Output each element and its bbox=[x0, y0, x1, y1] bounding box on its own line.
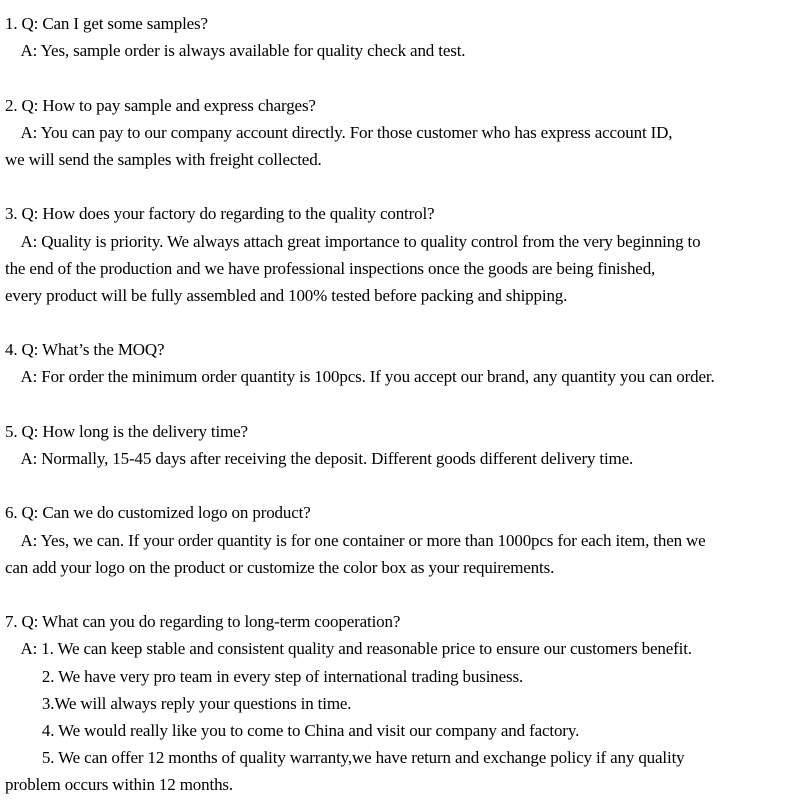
faq-list bbox=[5, 10, 795, 798]
answer-line: A: Yes, sample order is always available for quality check and test. bbox=[5, 41, 466, 61]
spacer bbox=[5, 391, 795, 418]
question: 6. Q: Can we do customized logo on product? bbox=[5, 503, 311, 523]
question: 1. Q: Can I get some samples? bbox=[5, 14, 208, 33]
spacer bbox=[5, 472, 795, 499]
answer-line: A: Normally, 15-45 days after receiving the deposit. Different goods different delivery time. bbox=[5, 449, 634, 468]
answer-line: 3.We will always reply your questions in time. bbox=[5, 693, 352, 713]
answer-line: every product will be fully assembled and 100% tested before packing and shipping. bbox=[5, 285, 568, 305]
spacer bbox=[5, 309, 795, 336]
answer-line: 5. We can offer 12 months of quality warranty,we have return and exchange policy if any quality bbox=[5, 748, 685, 768]
spacer bbox=[5, 173, 795, 200]
answer-line: the end of the production and we have professional inspections once the goods are being finished, bbox=[5, 258, 656, 278]
question: 2. Q: How to pay sample and express charges? bbox=[5, 95, 316, 115]
faq-item bbox=[5, 418, 795, 472]
answer-line: A: You can pay to our company account directly. For those customer who has express account ID, bbox=[5, 122, 673, 142]
answer-line: A: For order the minimum order quantity is 100pcs. If you accept our brand, any quantity you can order. bbox=[5, 367, 715, 387]
spacer bbox=[5, 64, 795, 91]
faq-item bbox=[5, 10, 795, 64]
answer-line: 4. We would really like you to come to China and visit our company and factory. bbox=[5, 720, 580, 740]
question: 3. Q: How does your factory do regarding to the quality control? bbox=[5, 204, 435, 224]
answer-line: we will send the samples with freight collected. bbox=[5, 149, 322, 169]
answer-line: A: 1. We can keep stable and consistent quality and reasonable price to ensure our customers benefit. bbox=[5, 639, 692, 659]
question: 4. Q: What’s the MOQ? bbox=[5, 340, 165, 360]
answer-line: problem occurs within 12 months. bbox=[5, 775, 233, 795]
answer-line: can add your logo on the product or customize the color box as your requirements. bbox=[5, 557, 555, 577]
faq-item bbox=[5, 200, 795, 309]
answer-line: A: Yes, we can. If your order quantity is for one container or more than 1000pcs for each item, then we bbox=[5, 530, 706, 550]
question: 5. Q: How long is the delivery time? bbox=[5, 421, 248, 441]
faq-item bbox=[5, 92, 795, 174]
answer-line: A: Quality is priority. We always attach great importance to quality control from the very beginning to bbox=[5, 231, 701, 251]
answer-line: 2. We have very pro team in every step of international trading business. bbox=[5, 666, 524, 686]
faq-item bbox=[5, 336, 795, 390]
question: 7. Q: What can you do regarding to long-term cooperation? bbox=[5, 612, 401, 632]
spacer bbox=[5, 581, 795, 608]
faq-item bbox=[5, 608, 795, 798]
faq-item bbox=[5, 499, 795, 581]
